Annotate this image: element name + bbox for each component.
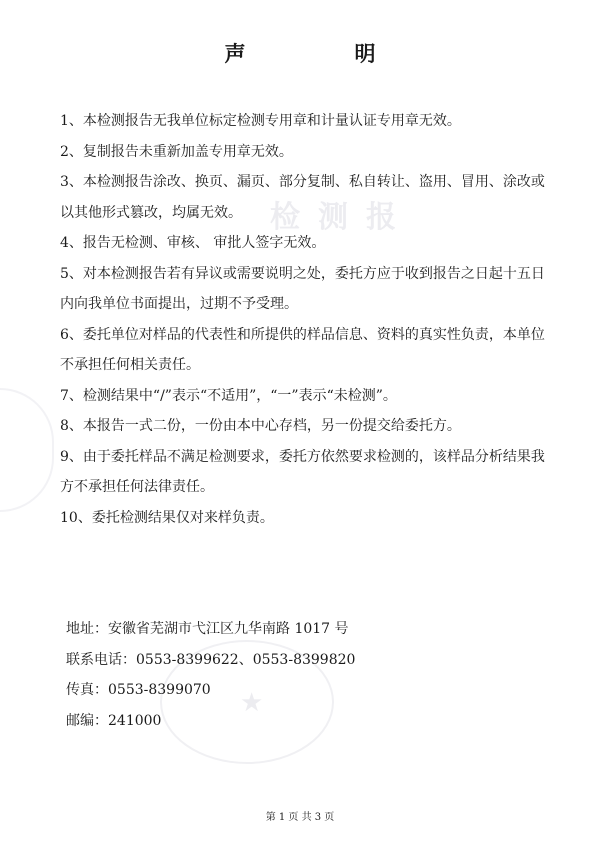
clause-2: 2、复制报告未重新加盖专用章无效。 [60, 143, 293, 160]
reverse-side-bleed-through: 检测报 [270, 200, 414, 235]
clause-9: 9、由于委托样品不满足检测要求，委托方依然要求检测的，该样品分析结果我方不承担任何法律责任。 [60, 448, 545, 495]
contact-address: 地址：安徽省芜湖市弋江区九华南路 1017 号 [66, 621, 349, 637]
declaration-clauses [60, 106, 550, 533]
clause-10: 10、委托检测结果仅对来样负责。 [60, 509, 274, 526]
reverse-side-seal-edge [0, 388, 54, 512]
contact-phone: 联系电话：0553-8399622、0553-8399820 [66, 651, 356, 668]
clause-3: 3、本检测报告涂改、换页、漏页、部分复制、私自转让、盗用、冒用、涂改或以其他形式篡改，均属无效。 [60, 174, 545, 221]
clause-1: 1、本检测报告无我单位标定检测专用章和计量认证专用章无效。 [60, 113, 461, 129]
contact-postcode: 邮编：241000 [66, 712, 162, 729]
page-title: 声 明 [224, 41, 420, 66]
clause-6: 6、委托单位对样品的代表性和所提供的样品信息、资料的真实性负责，本单位不承担任何相关责任。 [60, 326, 545, 373]
clause-8: 8、本报告一式二份，一份由本中心存档，另一份提交给委托方。 [60, 418, 461, 434]
page-number: 第 1 页 共 3 页 [265, 812, 335, 823]
clause-7: 7、检测结果中“/”表示“不适用”，“一”表示“未检测”。 [60, 387, 397, 404]
contact-block [66, 614, 546, 736]
contact-fax: 传真：0553-8399070 [66, 682, 211, 698]
reverse-side-seal-star: ★ [240, 688, 264, 718]
clause-5: 5、对本检测报告若有异议或需要说明之处，委托方应于收到报告之日起十五日内向我单位书面提出，过期不予受理。 [60, 265, 545, 312]
clause-4: 4、报告无检测、审核、 审批人签字无效。 [60, 235, 326, 251]
